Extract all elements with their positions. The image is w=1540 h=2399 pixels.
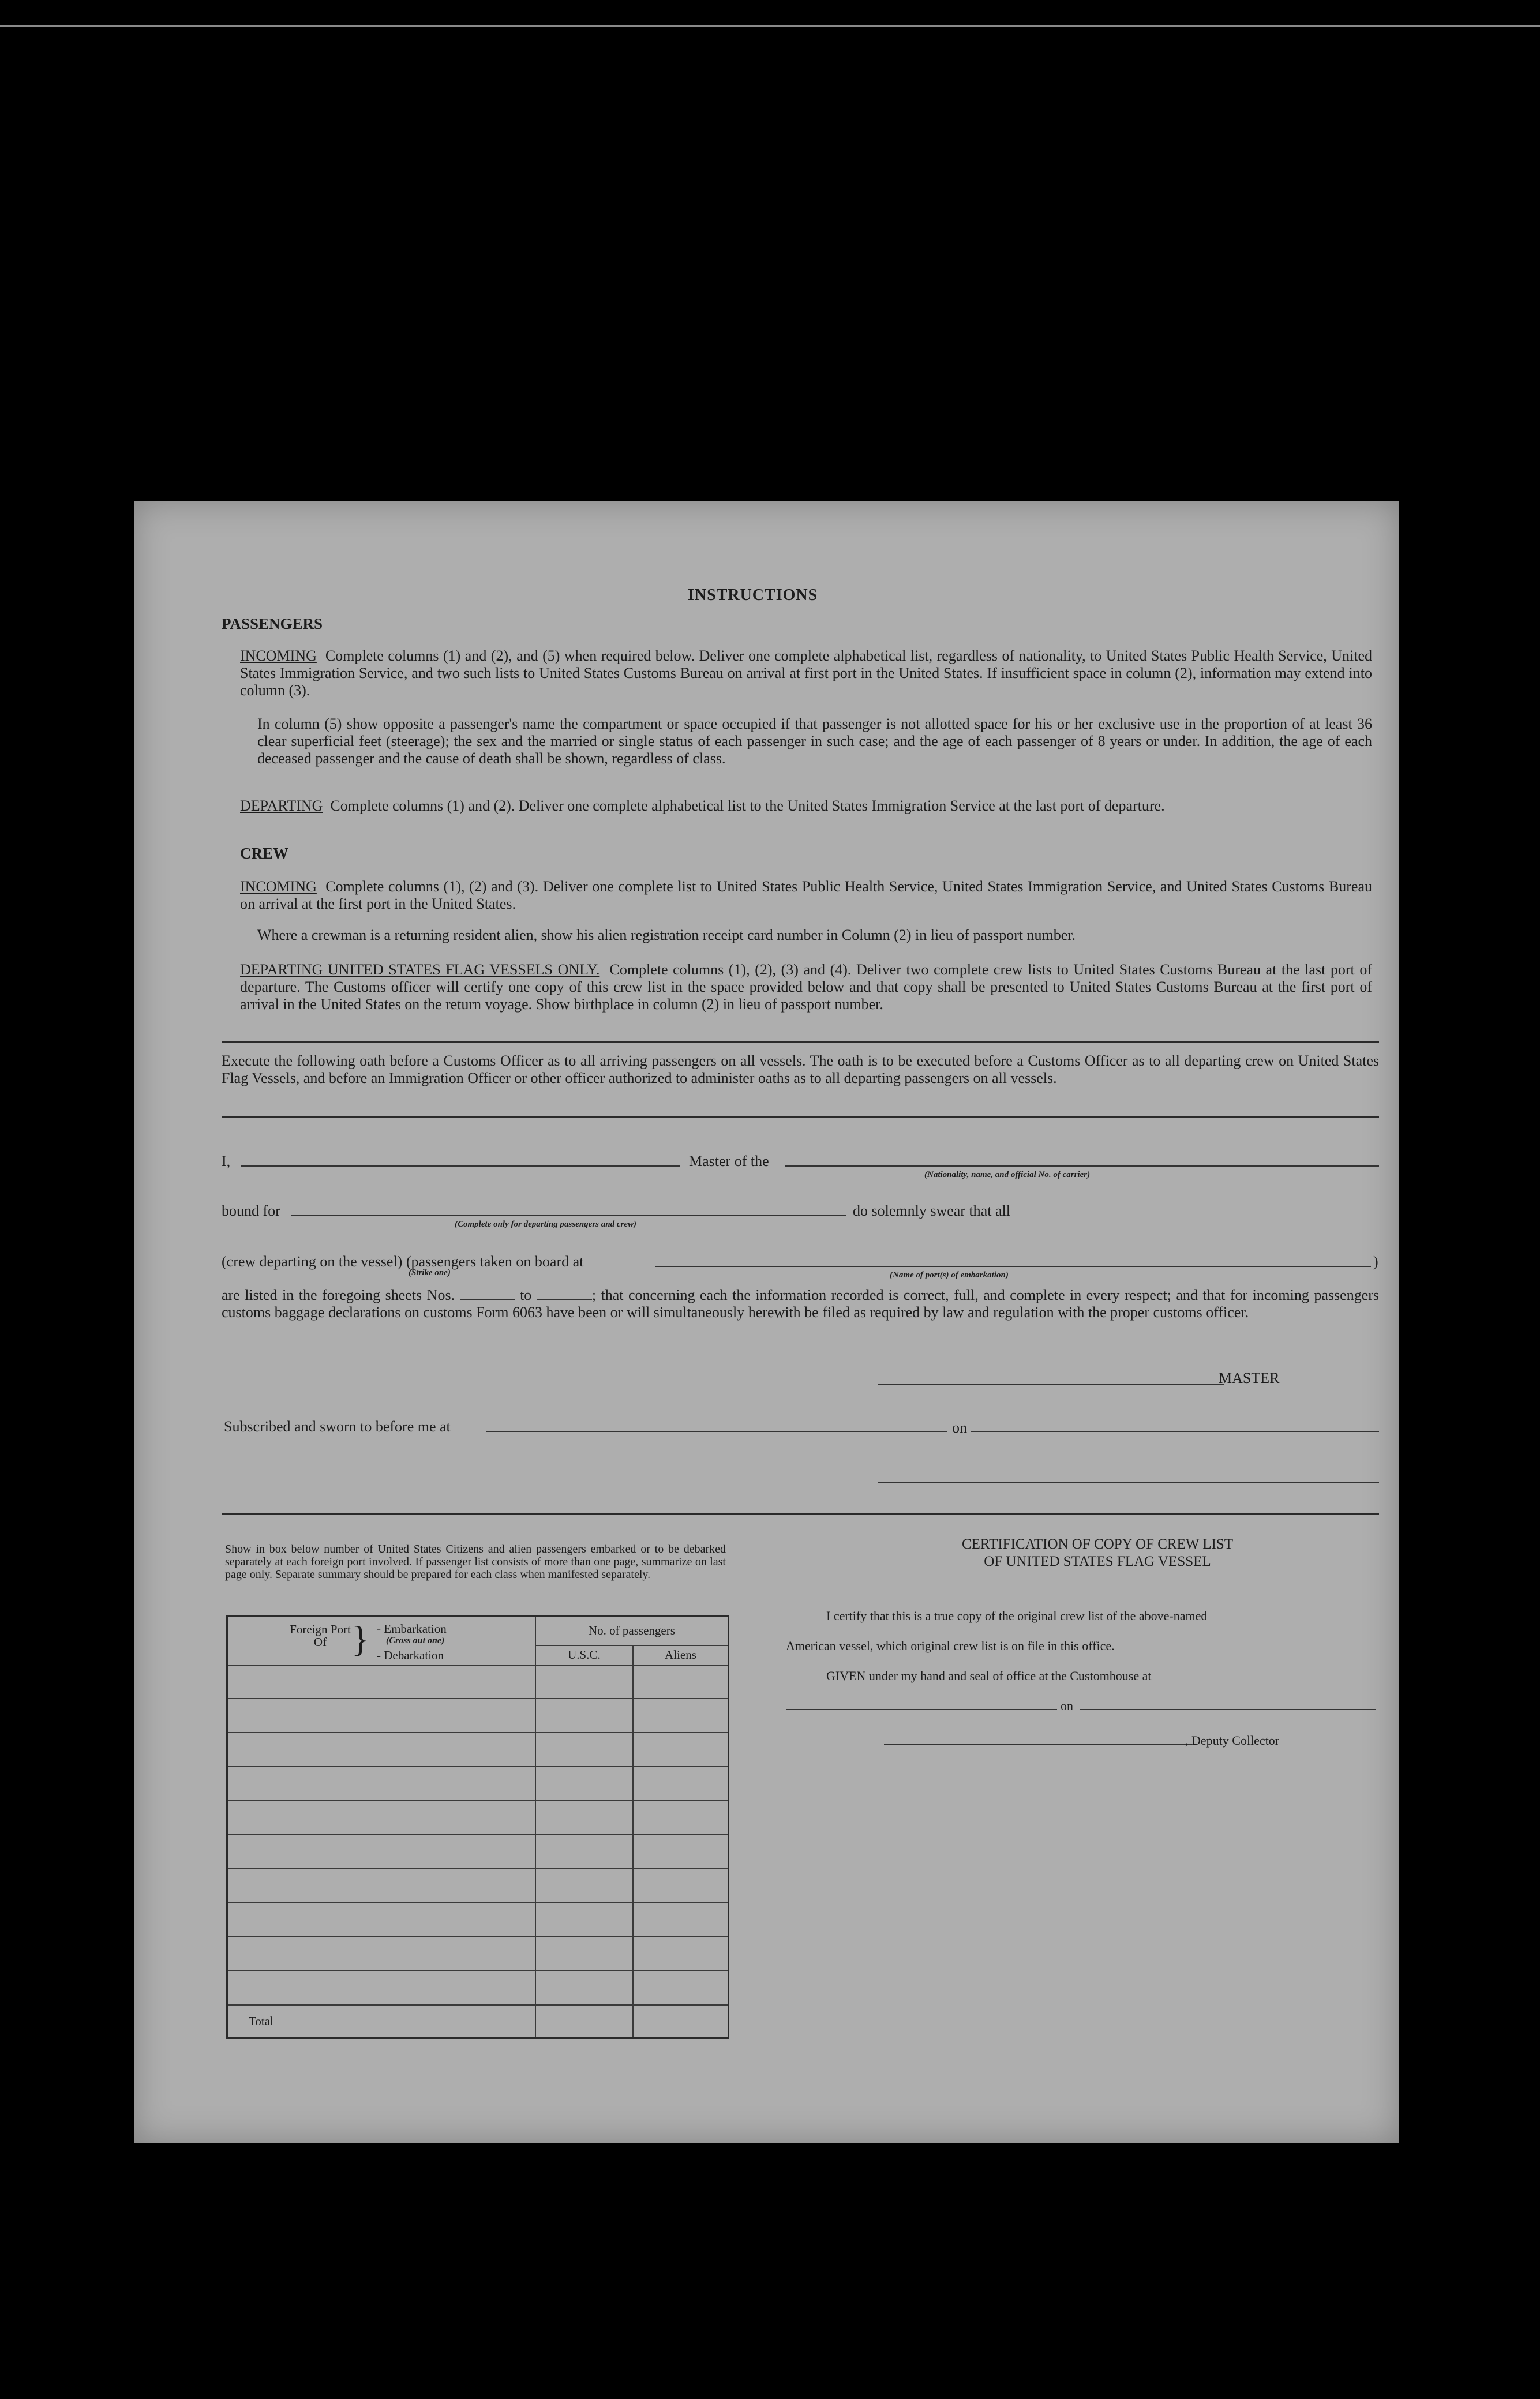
table-row [227,1971,729,2005]
usc-cell[interactable] [535,1971,633,2005]
aliens-cell[interactable] [633,1801,729,1835]
cert-on-label: on [1061,1699,1073,1713]
aliens-total-cell[interactable] [633,2005,729,2038]
swear-label: do solemnly swear that all [853,1202,1010,1219]
port-cell[interactable] [227,1971,535,2005]
port-cell[interactable] [227,1869,535,1903]
cert-date-field[interactable] [1080,1709,1376,1710]
divider-bottom-oath [222,1116,1379,1118]
sheet-to-field[interactable] [537,1287,592,1300]
crew-heading: CREW [240,845,289,862]
usc-cell[interactable] [535,1801,633,1835]
departing-flag-label: DEPARTING UNITED STATES FLAG VESSELS ONLY. [240,961,600,978]
column5-paragraph: In column (5) show opposite a passenger's name the compartment or space occupied if that passenger is not allotted space for his or her exclusive use in the proportion of at least 36 clear superficial feet (steerage); the sex and the married or single status of each passenger in such case; and the age of each passenger of 8 years or under. In addition, the age of each deceased passenger and the cause of death shall be shown, regardless of class. [257,715,1372,767]
box-instructions: Show in box below number of United States Citizens and alien passengers embarked or to be debarked separately at each foreign port involved. If passenger list consists of more than one page, summarize on last page only. Separate summary should be prepared for each class when manifested separately. [225,1543,726,1581]
port-cell[interactable] [227,1767,535,1801]
aliens-cell[interactable] [633,1903,729,1937]
foreign-port-header [227,1617,535,1665]
divider-top-oath [222,1041,1379,1043]
port-cell[interactable] [227,1835,535,1869]
table-row [227,1937,729,1971]
page-title: INSTRUCTIONS [688,586,818,604]
usc-cell[interactable] [535,1699,633,1733]
passenger-summary-table [226,1615,729,2039]
usc-total-cell[interactable] [535,2005,633,2038]
deputy-collector-label: , Deputy Collector [1185,1733,1280,1748]
oath-master-of-label: Master of the [689,1153,769,1169]
subscribed-place-field[interactable] [486,1431,947,1432]
subscribed-date-field[interactable] [971,1431,1379,1432]
cert-text-2: American vessel, which original crew list is on file in this office. [786,1639,1115,1653]
crew-incoming-label: INCOMING [240,878,317,895]
cert-place-field[interactable] [786,1709,1057,1710]
port-cell[interactable] [227,1937,535,1971]
scan-border-line [0,25,1540,27]
port-cell[interactable] [227,1903,535,1937]
aliens-cell[interactable] [633,1869,729,1903]
crewman-paragraph: Where a crewman is a returning resident alien, show his alien registration receipt card number in Column (2) in lieu of passport number. [257,927,1076,943]
subscribed-on-label: on [952,1419,967,1436]
brace-glyph: } [351,1618,369,1659]
aliens-cell[interactable] [633,1665,729,1699]
aliens-cell[interactable] [633,1835,729,1869]
usc-cell[interactable] [535,1665,633,1699]
table-row [227,1665,729,1699]
bound-for-field[interactable] [291,1215,846,1216]
oath-i-label: I, [222,1153,231,1169]
departing-text: Complete columns (1) and (2). Deliver one complete alphabetical list to the United States Immigration Service at the last port of departure. [330,797,1165,814]
foreign-port-of-label: Foreign Port Of [290,1622,351,1649]
usc-header: U.S.C. [535,1645,633,1665]
bound-for-note: (Complete only for departing passengers and crew) [455,1220,636,1229]
usc-cell[interactable] [535,1733,633,1767]
usc-cell[interactable] [535,1903,633,1937]
form-page [134,501,1399,2143]
cert-title-line-2: OF UNITED STATES FLAG VESSEL [984,1554,1211,1569]
aliens-cell[interactable] [633,1699,729,1733]
aliens-cell[interactable] [633,1937,729,1971]
master-label: MASTER [1219,1370,1280,1386]
oath-intro: Execute the following oath before a Customs Officer as to all arriving passengers on all vessels. The oath is to be executed before a Customs Officer as to all departing crew on United States Flag Vessels, and before an Immigration Officer or other officer authorized to administer oaths as to all departing passengers on all vessels. [222,1052,1379,1086]
to-label: to [520,1287,532,1303]
incoming-text: Complete columns (1) and (2), and (5) when required below. Deliver one complete alphabetical list, regardless of nationality, to United States Public Health Service, United States Immigration Service, and two such lists to United States Customs Bureau on arrival at first port in the United States. If insufficient space in column (2), information may extend into column (3). [240,647,1373,699]
table-row [227,1835,729,1869]
debarkation-label: - Debarkation [377,1648,444,1662]
usc-cell[interactable] [535,1869,633,1903]
passengers-heading: PASSENGERS [222,615,323,632]
passengers-departing-section [240,797,1372,815]
cross-out-note: (Cross out one) [386,1636,445,1645]
crew-departing-label: (crew departing on the vessel) (passengers taken on board at [222,1253,584,1270]
sheets-rest: ; that concerning each the information recorded is correct, full, and complete in every respect; and that for incoming passengers customs baggage declarations on customs Form 6063 have been or will simultaneously herewith be filed as required by law and regulation with the proper customs officer. [222,1287,1380,1321]
port-cell[interactable] [227,1801,535,1835]
aliens-cell[interactable] [633,1767,729,1801]
table-row [227,1767,729,1801]
no-of-passengers-header: No. of passengers [535,1617,729,1645]
total-row [227,2005,729,2038]
oath-sheets-paragraph [222,1287,1379,1321]
passengers-incoming-section [240,647,1372,699]
master-name-field[interactable] [241,1165,680,1167]
subscribed-label: Subscribed and sworn to before me at [224,1418,451,1435]
cert-given: GIVEN under my hand and seal of office at the Customhouse at [826,1669,1152,1683]
aliens-header: Aliens [633,1645,729,1665]
divider-lower [222,1513,1379,1515]
aliens-cell[interactable] [633,1733,729,1767]
aliens-cell[interactable] [633,1971,729,2005]
cert-text-1: I certify that this is a true copy of the original crew list of the above-named [826,1609,1208,1623]
close-paren: ) [1373,1253,1378,1270]
usc-cell[interactable] [535,1937,633,1971]
incoming-label: INCOMING [240,647,317,664]
departing-flag-text: Complete columns (1), (2), (3) and (4). Deliver two complete crew lists to United States Customs Bureau at the last port of departure. The Customs officer will certify one copy of this crew list in the space provided below and that copy shall be presented to United States Customs Bureau at the first port of arrival in the United States on the return voyage. Show birthplace in column (2) in lieu of passport number. [240,961,1372,1013]
sheets-label: are listed in the foregoing sheets Nos. [222,1287,455,1303]
port-cell[interactable] [227,1665,535,1699]
usc-cell[interactable] [535,1767,633,1801]
table-row [227,1733,729,1767]
deputy-signature-field[interactable] [884,1744,1192,1745]
cert-title [809,1536,1386,1570]
table-row [227,1903,729,1937]
crew-incoming-section [240,878,1372,913]
embarkation-label: - Embarkation [377,1622,447,1636]
bound-for-label: bound for [222,1202,280,1219]
total-label: Total [227,2005,535,2038]
usc-cell[interactable] [535,1835,633,1869]
departing-flag-section [240,961,1372,1013]
crew-incoming-text: Complete columns (1), (2) and (3). Deliver one complete list to United States Public Health Service, United States Immigration Service, and United States Customs Bureau on arrival at the first port in the United States. [240,878,1373,912]
strike-one-note: (Strike one) [409,1268,451,1277]
port-cell[interactable] [227,1699,535,1733]
port-note: (Name of port(s) of embarkation) [890,1270,1009,1280]
master-signature-field[interactable] [878,1384,1224,1385]
table-row [227,1699,729,1733]
carrier-field[interactable] [785,1165,1379,1167]
sheet-from-field[interactable] [460,1287,515,1300]
officer-signature-field[interactable] [878,1482,1379,1483]
port-cell[interactable] [227,1733,535,1767]
table-row [227,1801,729,1835]
nationality-note: (Nationality, name, and official No. of carrier) [924,1170,1091,1179]
cert-title-line-1: CERTIFICATION OF COPY OF CREW LIST [961,1536,1234,1552]
departing-label: DEPARTING [240,797,323,814]
table-row [227,1869,729,1903]
embarkation-port-field[interactable] [655,1266,1371,1267]
